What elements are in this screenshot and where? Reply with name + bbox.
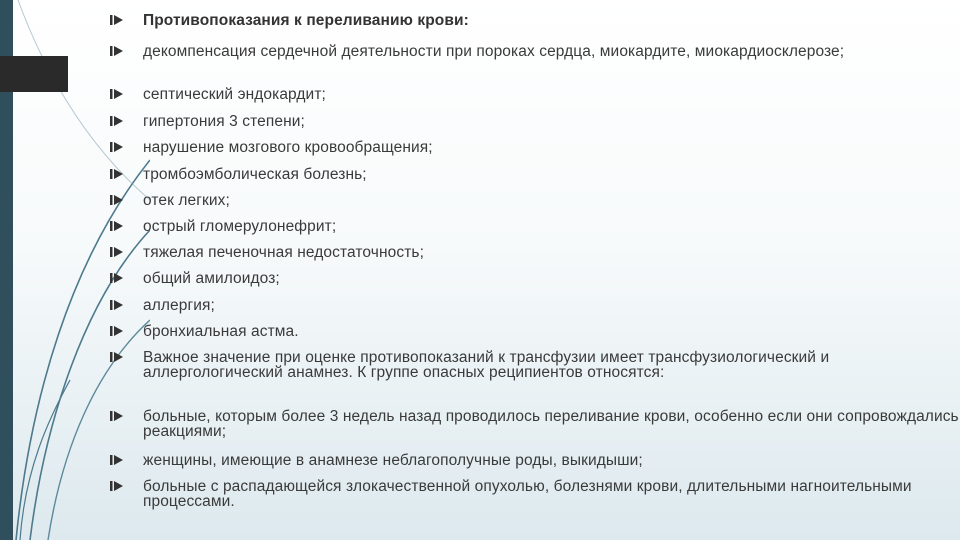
list-item-text: Важное значение при оценке противопоказаний к трансфузии имеет трансфузиологический и аллергологический анамнез. К группе опасных реципиентов относятся: xyxy=(143,349,830,381)
list-item-text: аллергия; xyxy=(143,297,215,314)
list-item xyxy=(110,193,960,208)
list-item-text: больные, которым более 3 недель назад проводилось переливание крови, особенно если они сопровождались реакциями; xyxy=(143,408,959,440)
list-item xyxy=(110,167,960,182)
list-item-text: отек легких; xyxy=(143,192,230,209)
list-bullet-icon xyxy=(110,220,124,232)
list-bullet-icon xyxy=(110,45,124,57)
list-item-text: нарушение мозгового кровообращения; xyxy=(143,139,433,156)
list-item xyxy=(110,324,960,339)
list-item-text: острый гломерулонефрит; xyxy=(143,218,337,235)
list-bullet-icon xyxy=(110,88,124,100)
list-item-text: женщины, имеющие в анамнезе неблагополучные роды, выкидыши; xyxy=(143,452,643,469)
list-item xyxy=(110,87,960,102)
list-item xyxy=(110,298,960,313)
list-bullet-icon xyxy=(110,351,124,363)
list-item-text: бронхиальная астма. xyxy=(143,323,299,340)
list-bullet-icon xyxy=(110,454,124,466)
list-title xyxy=(110,13,960,28)
list-item xyxy=(110,245,960,260)
list-item-text: общий амилоидоз; xyxy=(143,270,280,287)
list-bullet-icon xyxy=(110,141,124,153)
list-bullet-icon xyxy=(110,480,124,492)
list-item-text: больные с распадающейся злокачественной опухолью, болезнями крови, длительными нагноительными процессами. xyxy=(143,478,912,510)
list-item-text: тромбоэмболическая болезнь; xyxy=(143,166,367,183)
list-item xyxy=(110,350,960,380)
list-item-text: гипертония 3 степени; xyxy=(143,113,305,130)
list-bullet-icon xyxy=(110,194,124,206)
list-item-text: тяжелая печеночная недостаточность; xyxy=(143,244,424,261)
list-item-text: декомпенсация сердечной деятельности при пороках сердца, миокардите, миокардиосклерозе; xyxy=(143,43,845,60)
list-bullet-icon xyxy=(110,272,124,284)
list-item xyxy=(110,453,960,468)
list-item xyxy=(110,271,960,286)
list-item xyxy=(110,44,960,59)
list-item xyxy=(110,409,960,439)
title-text: Противопоказания к переливанию крови: xyxy=(143,12,469,29)
list-item xyxy=(110,479,960,509)
list-item-text: септический эндокардит; xyxy=(143,86,326,103)
list-item xyxy=(110,219,960,234)
list-bullet-icon xyxy=(110,325,124,337)
list-item xyxy=(110,114,960,129)
list-bullet-icon xyxy=(110,115,124,127)
list-bullet-icon xyxy=(110,246,124,258)
list-bullet-icon xyxy=(110,14,124,26)
list-bullet-icon xyxy=(110,168,124,180)
list-item xyxy=(110,140,960,155)
list-bullet-icon xyxy=(110,410,124,422)
accent-tab xyxy=(0,56,68,92)
list-bullet-icon xyxy=(110,299,124,311)
